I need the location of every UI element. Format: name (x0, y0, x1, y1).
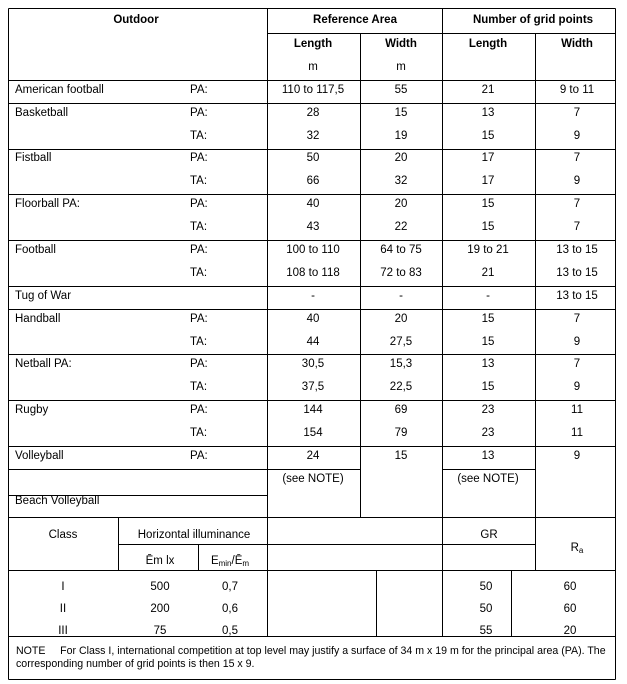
area-type: TA: (190, 220, 208, 233)
grid-length-cell: 21 (481, 84, 495, 96)
sport-name: American football (15, 84, 104, 96)
area-type: PA: (190, 313, 208, 325)
ref-width-cell: 32 (394, 174, 408, 187)
grid-width-cell: 11 (571, 426, 583, 439)
area-type: TA: (190, 335, 208, 348)
area-type: PA: (190, 244, 208, 256)
area-type: PA: (190, 152, 208, 164)
grid-width-cell: 9 (573, 380, 581, 393)
ref-width-cell: 64 to 75 (380, 244, 422, 256)
ref-length-cell: 43 (306, 220, 320, 233)
grid-width-cell: 9 (573, 335, 581, 348)
em-cell: 200 (150, 603, 170, 615)
area-type: TA: (190, 266, 208, 279)
ref-length-cell: - (311, 290, 315, 302)
grid-width-cell: 13 to 15 (556, 266, 598, 279)
sport-name: Basketball (15, 107, 69, 119)
header-grid-length: Length (468, 38, 508, 50)
illuminance-table-document (8, 8, 617, 680)
area-type: TA: (190, 380, 208, 393)
note-text: For Class I, international competition at top level may justify a surface of 34 m x 19 m for the principal area (PA). The corresponding number of grid points is then 15 x 9. (16, 645, 606, 670)
area-type: PA: (190, 404, 208, 416)
ref-length-cell: 44 (306, 335, 320, 348)
ref-width-cell: 15 (394, 450, 408, 462)
grid-length-cell: 15 (481, 198, 495, 210)
sport-name: Netball PA: (15, 358, 72, 370)
sport-name: Floorball PA: (15, 198, 80, 210)
unit-ref-width: m (396, 61, 406, 73)
ref-length-cell: 108 to 118 (286, 266, 340, 279)
ref-length-cell: 28 (306, 107, 320, 119)
header-gr: GR (480, 529, 498, 541)
ref-length-cell: (see NOTE) (282, 472, 344, 485)
grid-width-cell: 7 (573, 220, 581, 233)
grid-length-cell: 17 (481, 174, 495, 187)
grid-length-cell: 13 (481, 358, 495, 370)
grid-length-cell: 23 (481, 404, 495, 416)
ref-length-cell: 30,5 (301, 358, 325, 370)
ref-length-cell: 40 (306, 313, 320, 325)
sport-name: Fistball (15, 152, 52, 164)
ref-length-cell: 66 (306, 174, 320, 187)
grid-width-cell: 9 (573, 450, 581, 462)
class-cell: III (58, 625, 68, 637)
ref-width-cell: 20 (394, 198, 408, 210)
ref-length-cell: 37,5 (301, 380, 325, 393)
area-type: PA: (190, 107, 208, 119)
grid-width-cell: 7 (573, 198, 581, 210)
ref-width-cell: 79 (394, 426, 408, 439)
ra-cell: 60 (563, 581, 577, 593)
area-type: TA: (190, 174, 208, 187)
grid-length-cell: 21 (481, 266, 495, 279)
gr-cell: 55 (479, 625, 493, 637)
sport-name: Handball (15, 313, 61, 325)
grid-width-cell: 11 (571, 404, 583, 416)
header-reference-area: Reference Area (313, 14, 397, 26)
ref-width-cell: 55 (394, 84, 408, 96)
gr-cell: 50 (479, 581, 493, 593)
grid-length-cell: - (486, 290, 490, 302)
sport-name: Beach Volleyball (15, 495, 100, 507)
area-type: TA: (190, 426, 208, 439)
ref-width-cell: 15 (394, 107, 408, 119)
grid-length-cell: 17 (481, 152, 495, 164)
header-ref-width: Width (385, 38, 417, 50)
sport-name: Rugby (15, 404, 49, 416)
area-type: PA: (190, 358, 208, 370)
ref-width-cell: 69 (394, 404, 408, 416)
ref-width-cell: 72 to 83 (380, 266, 422, 279)
ref-length-cell: 40 (306, 198, 320, 210)
emin-ratio-cell: 0,6 (222, 603, 238, 615)
grid-width-cell: 7 (573, 152, 581, 164)
class-cell: II (59, 603, 67, 615)
header-outdoor: Outdoor (113, 14, 159, 26)
grid-length-cell: 13 (481, 450, 495, 462)
grid-length-cell: 15 (481, 313, 495, 325)
grid-width-cell: 9 to 11 (559, 84, 595, 96)
header-grid-width: Width (561, 38, 593, 50)
area-type: PA: (190, 84, 208, 96)
gr-cell: 50 (479, 603, 493, 615)
grid-length-cell: (see NOTE) (457, 472, 519, 485)
header-class: Class (48, 529, 78, 541)
grid-length-cell: 15 (481, 129, 495, 142)
ra-cell: 20 (563, 625, 577, 637)
em-cell: 500 (150, 581, 170, 593)
grid-width-cell: 7 (573, 358, 581, 370)
sport-name: Volleyball (15, 450, 64, 462)
header-ref-length: Length (293, 38, 333, 50)
ref-length-cell: 24 (306, 450, 320, 462)
grid-length-cell: 19 to 21 (467, 244, 509, 256)
ref-length-cell: 110 to 117,5 (281, 84, 345, 96)
header-em-lx: Ēm lx (145, 555, 175, 567)
emin-ratio-cell: 0,7 (222, 581, 238, 593)
header-ra: $R_a$ (570, 542, 584, 555)
area-type: PA: (190, 198, 208, 210)
ref-length-cell: 100 to 110 (286, 244, 340, 256)
ref-width-cell: 22,5 (389, 380, 413, 393)
ref-width-cell: 15,3 (389, 358, 413, 370)
grid-length-cell: 15 (481, 335, 495, 348)
grid-length-cell: 15 (481, 220, 495, 233)
grid-length-cell: 23 (481, 426, 495, 439)
ref-width-cell: 20 (394, 152, 408, 164)
sport-name: Tug of War (15, 290, 72, 302)
sport-name: Football (15, 244, 56, 256)
area-type: PA: (190, 450, 208, 462)
header-horizontal-illuminance: Horizontal illuminance (137, 529, 251, 541)
grid-width-cell: 7 (573, 313, 581, 325)
ref-width-cell: 20 (394, 313, 408, 325)
unit-ref-length: m (308, 61, 318, 73)
header-grid-points: Number of grid points (472, 14, 594, 26)
ref-width-cell: 27,5 (389, 335, 413, 348)
header-emin-ratio: $E_{min}/Ē_m$ (210, 555, 250, 568)
area-type: TA: (190, 129, 208, 142)
grid-width-cell: 13 to 15 (556, 244, 598, 256)
class-cell: I (61, 581, 65, 593)
em-cell: 75 (153, 625, 167, 637)
grid-length-cell: 15 (481, 380, 495, 393)
grid-width-cell: 7 (573, 107, 581, 119)
ref-width-cell: 22 (394, 220, 408, 233)
ref-length-cell: 144 (303, 404, 323, 416)
ref-length-cell: 50 (306, 152, 320, 164)
grid-width-cell: 9 (573, 129, 581, 142)
ref-length-cell: 32 (306, 129, 320, 142)
ra-cell: 60 (563, 603, 577, 615)
ref-length-cell: 154 (303, 426, 323, 439)
ref-width-cell: - (399, 290, 403, 302)
emin-ratio-cell: 0,5 (222, 625, 238, 637)
note (16, 645, 614, 671)
grid-length-cell: 13 (481, 107, 495, 119)
grid-width-cell: 9 (573, 174, 581, 187)
ref-width-cell: 19 (394, 129, 408, 142)
grid-width-cell: 13 to 15 (556, 290, 598, 302)
note-label: NOTE (16, 645, 46, 657)
